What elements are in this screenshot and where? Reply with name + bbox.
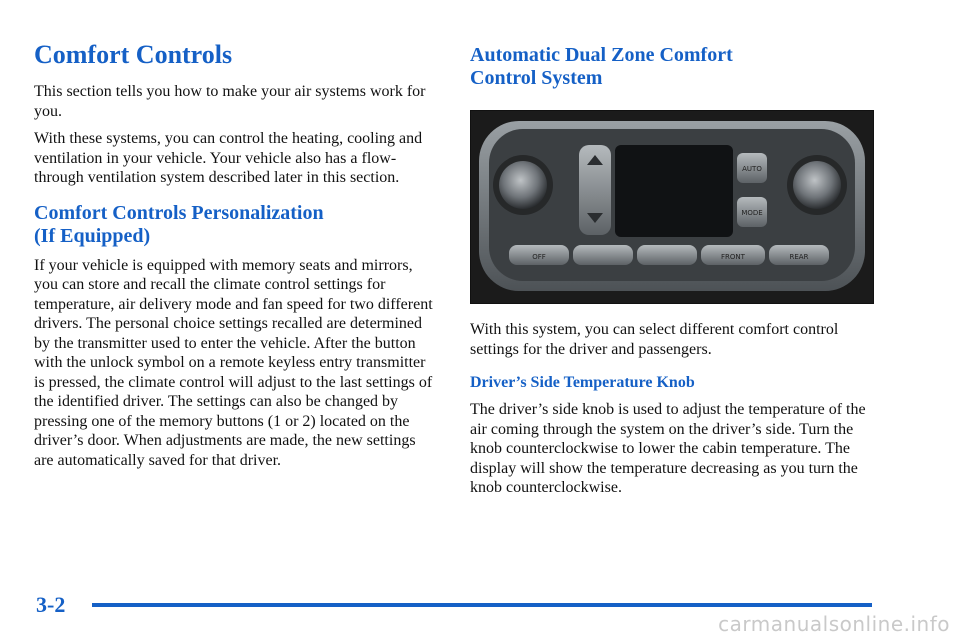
svg-text:REAR: REAR: [789, 253, 809, 261]
svg-text:OFF: OFF: [532, 253, 546, 261]
display-screen: [615, 145, 733, 237]
driver-knob-heading: Driver’s Side Temperature Knob: [470, 374, 695, 391]
section-heading-personalization: [34, 202, 438, 248]
section-heading-line1: Automatic Dual Zone Comfort: [470, 44, 733, 66]
auto-button-label: AUTO: [742, 165, 762, 173]
driver-knob-paragraph: The driver’s side knob is used to adjust the temperature of the air coming through the system on the driver’s side. Turn the knob counterclockwise to lower the cabin temperature. The display will show the temperature decreasing as you turn the knob counterclockwise.: [470, 401, 866, 496]
bottom-button-row: [509, 245, 829, 265]
page-number: 3-2: [36, 592, 66, 617]
svg-text:FRONT: FRONT: [721, 253, 745, 261]
intro-paragraph: This section tells you how to make your air systems work for you.: [34, 83, 426, 120]
page-title: Comfort Controls: [34, 40, 233, 69]
climate-control-photo: [470, 110, 874, 304]
mode-button-label: MODE: [741, 209, 763, 217]
section-heading-line1: Comfort Controls Personalization: [34, 201, 324, 224]
watermark: carmanualsonline.info: [718, 612, 950, 636]
footer-divider: [92, 603, 872, 607]
section-heading-line2: Control System: [470, 67, 603, 89]
left-column: [34, 40, 438, 478]
section-heading-dual-zone: [470, 44, 880, 90]
dual-zone-paragraph: With this system, you can select different comfort control settings for the driver and passengers.: [470, 321, 839, 358]
personalization-paragraph: If your vehicle is equipped with memory seats and mirrors, you can store and recall the climate control settings for temperature, air delivery mode and fan speed for two different drivers. The personal choice settings recalled are determined by the transmitter used to enter the vehicle. After the button with the unlock symbol on a remote keyless entry transmitter is pressed, the climate control will adjust to the last settings of the identified driver. The settings can also be changed by pressing one of the memory buttons (1 or 2) located on the driver’s door. When adjustments are made, the new settings are automatically saved for that driver.: [34, 256, 433, 469]
body-paragraph: With these systems, you can control the heating, cooling and ventilation in your vehicle. Your vehicle also has a flow-through ventilation system described later in this section.: [34, 130, 423, 186]
climate-panel-illustration: [471, 111, 873, 303]
section-heading-line2: (If Equipped): [34, 224, 151, 247]
right-column: [470, 40, 880, 506]
right-temperature-knob: [787, 155, 847, 215]
left-temperature-knob: [493, 155, 553, 215]
